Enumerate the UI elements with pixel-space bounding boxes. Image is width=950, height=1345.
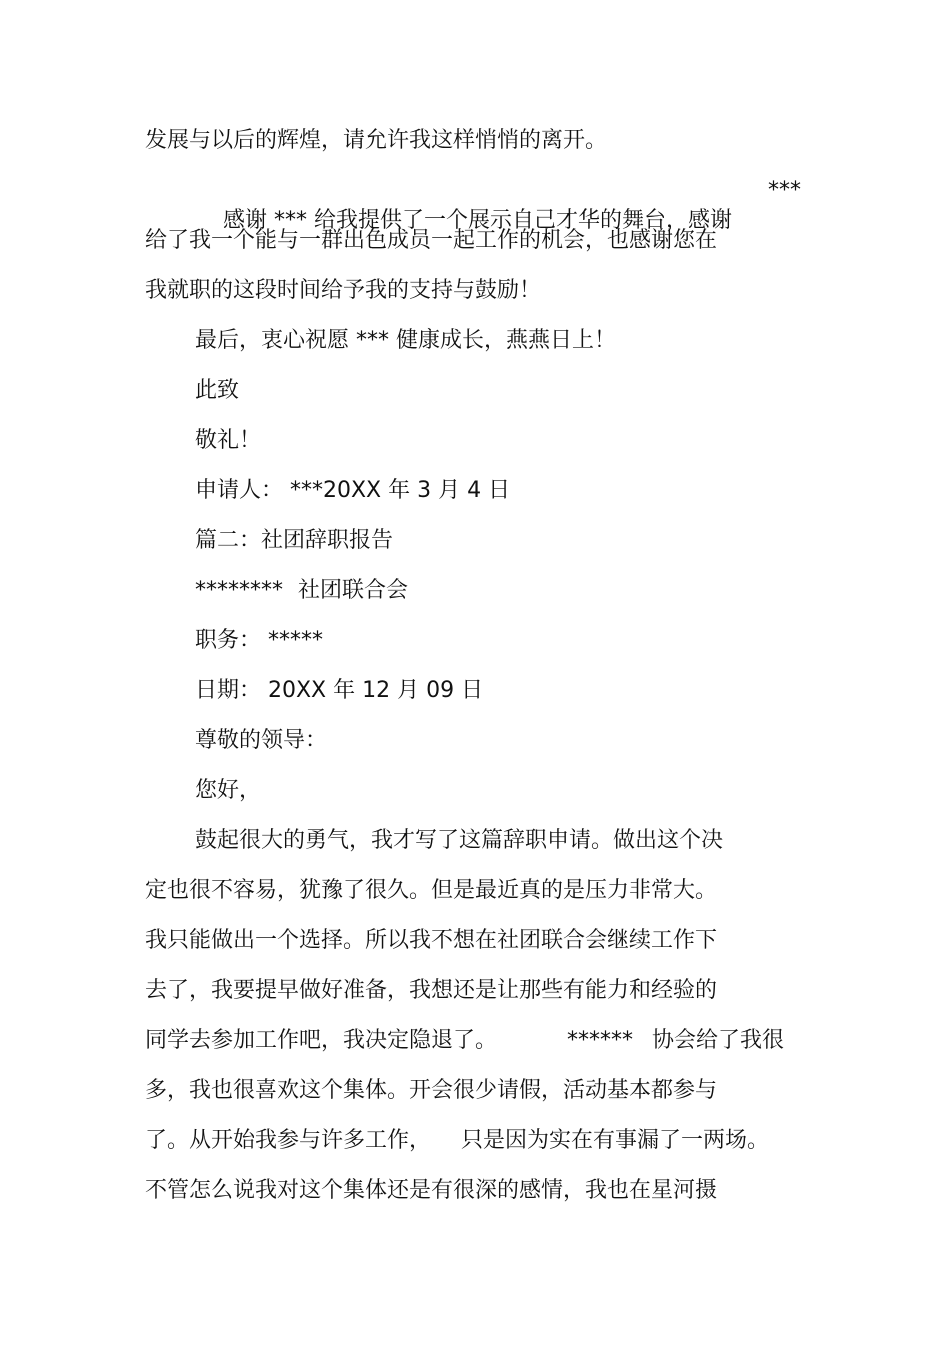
text-line: 敬礼！ [195,428,262,453]
text-segment: *** [768,178,801,203]
text-line: 最后，衷心祝愿 *** 健康成长，燕燕日上！ [195,328,616,353]
text-line: 职务： ***** [195,628,323,653]
text-line: 日期： 20XX 年 12 月 09 日 [195,678,484,703]
text-line: 发展与以后的辉煌，请允许我这样悄悄的离开。 [145,128,608,153]
text-segment: 只是因为实在有事漏了一两场。 [461,1128,770,1153]
text-line: 多，我也很喜欢这个集体。开会很少请假，活动基本都参与 [145,1078,718,1103]
text-line: 您好， [195,778,262,803]
text-line: 我只能做出一个选择。所以我不想在社团联合会继续工作下 [145,928,718,953]
text-line: 申请人： ***20XX 年 3 月 4 日 [195,478,511,503]
text-segment: 了。从开始我参与许多工作， [145,1128,432,1153]
text-segment: 同学去参加工作吧，我决定隐退了。 [145,1028,498,1053]
text-line: 定也很不容易，犹豫了很久。但是最近真的是压力非常大。 [145,878,718,903]
text-line: 给了我一个能与一群出色成员一起工作的机会，也感谢您在 [145,228,718,253]
text-segment: ****** [567,1028,633,1053]
text-segment: ******** [195,578,283,603]
text-line: 此致 [195,378,240,403]
text-line: 鼓起很大的勇气，我才写了这篇辞职申请。做出这个决 [195,828,724,853]
text-line: 尊敬的领导： [195,728,328,753]
text-line: 篇二：社团辞职报告 [195,528,394,553]
text-segment: 协会给了我很 [652,1028,785,1053]
text-line: 去了，我要提早做好准备，我想还是让那些有能力和经验的 [145,978,718,1003]
text-line: 我就职的这段时间给予我的支持与鼓励！ [145,278,542,303]
text-line: 不管怎么说我对这个集体还是有很深的感情，我也在星河摄 [145,1178,718,1203]
text-segment: 社团联合会 [298,578,409,603]
text-segment: 感谢 *** 给我提供了一个展示自己才华的舞台，感谢 [222,208,732,233]
